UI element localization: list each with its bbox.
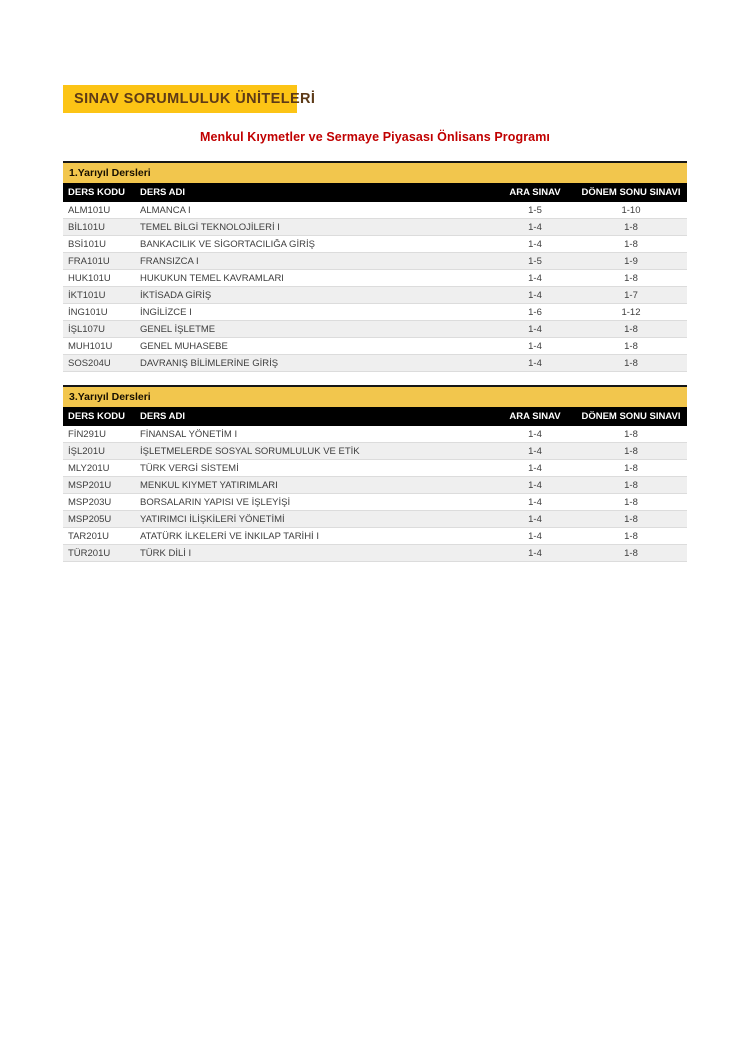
cell-ders-kodu: İŞL107U (68, 323, 105, 335)
cell-ders-adi: İNGİLİZCE I (140, 306, 192, 318)
section-label: 3.Yarıyıl Dersleri (69, 391, 151, 403)
cell-ders-kodu: FRA101U (68, 255, 110, 267)
cell-ders-adi: BANKACILIK VE SİGORTACILIĞA GİRİŞ (140, 238, 315, 250)
table-row (63, 528, 687, 545)
cell-ders-kodu: SOS204U (68, 357, 111, 369)
course-table (63, 385, 687, 562)
cell-ders-adi: DAVRANIŞ BİLİMLERİNE GİRİŞ (140, 357, 279, 369)
table-body (63, 202, 687, 372)
cell-ders-adi: FİNANSAL YÖNETİM I (140, 428, 238, 440)
table-row (63, 545, 687, 562)
cell-donem-sonu-sinavi: 1-8 (624, 272, 638, 284)
cell-donem-sonu-sinavi: 1-8 (624, 462, 638, 474)
table-row (63, 443, 687, 460)
table-row (63, 287, 687, 304)
cell-ders-kodu: BİL101U (68, 221, 105, 233)
cell-ara-sinav: 1-4 (528, 479, 542, 491)
cell-ders-adi: HUKUKUN TEMEL KAVRAMLARI (140, 272, 284, 284)
cell-ders-kodu: HUK101U (68, 272, 111, 284)
cell-donem-sonu-sinavi: 1-8 (624, 323, 638, 335)
cell-ders-adi: İKTİSADA GİRİŞ (140, 289, 212, 301)
cell-ara-sinav: 1-4 (528, 357, 542, 369)
column-header-ders-kodu: DERS KODU (68, 187, 126, 198)
cell-ara-sinav: 1-5 (528, 204, 542, 216)
cell-ara-sinav: 1-5 (528, 255, 542, 267)
cell-donem-sonu-sinavi: 1-8 (624, 428, 638, 440)
section-label: 1.Yarıyıl Dersleri (69, 167, 151, 179)
cell-donem-sonu-sinavi: 1-8 (624, 496, 638, 508)
table-section-header (63, 163, 687, 183)
cell-ara-sinav: 1-4 (528, 428, 542, 440)
cell-donem-sonu-sinavi: 1-8 (624, 238, 638, 250)
table-header-row (63, 407, 687, 426)
cell-ders-kodu: ALM101U (68, 204, 111, 216)
cell-ara-sinav: 1-4 (528, 221, 542, 233)
table-row (63, 494, 687, 511)
table-header-row (63, 183, 687, 202)
cell-ders-adi: ATATÜRK İLKELERİ VE İNKILAP TARİHİ I (140, 530, 319, 542)
table-row (63, 253, 687, 270)
table-body (63, 426, 687, 562)
cell-ara-sinav: 1-4 (528, 238, 542, 250)
cell-donem-sonu-sinavi: 1-8 (624, 513, 638, 525)
cell-ders-kodu: MSP201U (68, 479, 112, 491)
table-row (63, 321, 687, 338)
cell-ders-adi: GENEL MUHASEBE (140, 340, 228, 352)
table-row (63, 270, 687, 287)
cell-ders-adi: MENKUL KIYMET YATIRIMLARI (140, 479, 278, 491)
cell-ders-kodu: İNG101U (68, 306, 108, 318)
cell-ders-adi: TEMEL BİLGİ TEKNOLOJİLERİ I (140, 221, 280, 233)
table-row (63, 236, 687, 253)
cell-ders-adi: BORSALARIN YAPISI VE İŞLEYİŞİ (140, 496, 291, 508)
cell-ara-sinav: 1-6 (528, 306, 542, 318)
cell-ders-kodu: MSP203U (68, 496, 112, 508)
cell-donem-sonu-sinavi: 1-10 (621, 204, 641, 216)
cell-ders-kodu: MSP205U (68, 513, 112, 525)
cell-ders-kodu: TAR201U (68, 530, 110, 542)
cell-ders-kodu: MUH101U (68, 340, 113, 352)
cell-ders-adi: YATIRIMCI İLİŞKİLERİ YÖNETİMİ (140, 513, 285, 525)
cell-donem-sonu-sinavi: 1-8 (624, 479, 638, 491)
cell-ders-adi: TÜRK VERGİ SİSTEMİ (140, 462, 239, 474)
column-header-ders-adi: DERS ADI (140, 187, 186, 198)
cell-donem-sonu-sinavi: 1-8 (624, 445, 638, 457)
table-row (63, 219, 687, 236)
column-header-ders-adi: DERS ADI (140, 411, 186, 422)
cell-ara-sinav: 1-4 (528, 272, 542, 284)
course-table (63, 161, 687, 372)
page-title: Menkul Kıymetler ve Sermaye Piyasası Önlisans Programı (199, 130, 550, 144)
cell-ders-kodu: FİN291U (68, 428, 107, 440)
cell-donem-sonu-sinavi: 1-9 (624, 255, 638, 267)
cell-ara-sinav: 1-4 (528, 445, 542, 457)
cell-donem-sonu-sinavi: 1-8 (624, 221, 638, 233)
table-row (63, 511, 687, 528)
cell-ara-sinav: 1-4 (528, 513, 542, 525)
column-header-donem-sonu-sinavi: DÖNEM SONU SINAVI (581, 187, 681, 198)
cell-donem-sonu-sinavi: 1-8 (624, 547, 638, 559)
cell-ders-adi: ALMANCA I (140, 204, 191, 216)
cell-ara-sinav: 1-4 (528, 547, 542, 559)
column-header-donem-sonu-sinavi: DÖNEM SONU SINAVI (581, 411, 681, 422)
cell-ders-kodu: İKT101U (68, 289, 106, 301)
tables (63, 161, 687, 575)
exam-units-badge (63, 85, 316, 113)
cell-ara-sinav: 1-4 (528, 496, 542, 508)
cell-ara-sinav: 1-4 (528, 323, 542, 335)
table-row (63, 426, 687, 443)
cell-ara-sinav: 1-4 (528, 530, 542, 542)
exam-units-badge-label: SINAV SORUMLULUK ÜNİTELERİ (74, 91, 316, 107)
cell-ders-kodu: BSİ101U (68, 238, 107, 250)
table-row (63, 355, 687, 372)
cell-donem-sonu-sinavi: 1-7 (624, 289, 638, 301)
cell-donem-sonu-sinavi: 1-8 (624, 357, 638, 369)
cell-ara-sinav: 1-4 (528, 340, 542, 352)
cell-ders-adi: TÜRK DİLİ I (140, 547, 192, 559)
cell-ara-sinav: 1-4 (528, 462, 542, 474)
cell-ders-kodu: MLY201U (68, 462, 110, 474)
table-row (63, 202, 687, 219)
cell-ders-adi: İŞLETMELERDE SOSYAL SORUMLULUK VE ETİK (140, 445, 360, 457)
table-section-header (63, 387, 687, 407)
table-row (63, 460, 687, 477)
cell-ara-sinav: 1-4 (528, 289, 542, 301)
column-header-ara-sinav: ARA SINAV (509, 187, 561, 198)
cell-ders-kodu: TÜR201U (68, 547, 111, 559)
column-header-ders-kodu: DERS KODU (68, 411, 126, 422)
table-row (63, 477, 687, 494)
table-row (63, 304, 687, 321)
cell-donem-sonu-sinavi: 1-12 (621, 306, 641, 318)
cell-donem-sonu-sinavi: 1-8 (624, 340, 638, 352)
table-row (63, 338, 687, 355)
cell-ders-adi: FRANSIZCA I (140, 255, 199, 267)
cell-ders-adi: GENEL İŞLETME (140, 323, 216, 335)
cell-ders-kodu: İŞL201U (68, 445, 105, 457)
column-header-ara-sinav: ARA SINAV (509, 411, 561, 422)
cell-donem-sonu-sinavi: 1-8 (624, 530, 638, 542)
